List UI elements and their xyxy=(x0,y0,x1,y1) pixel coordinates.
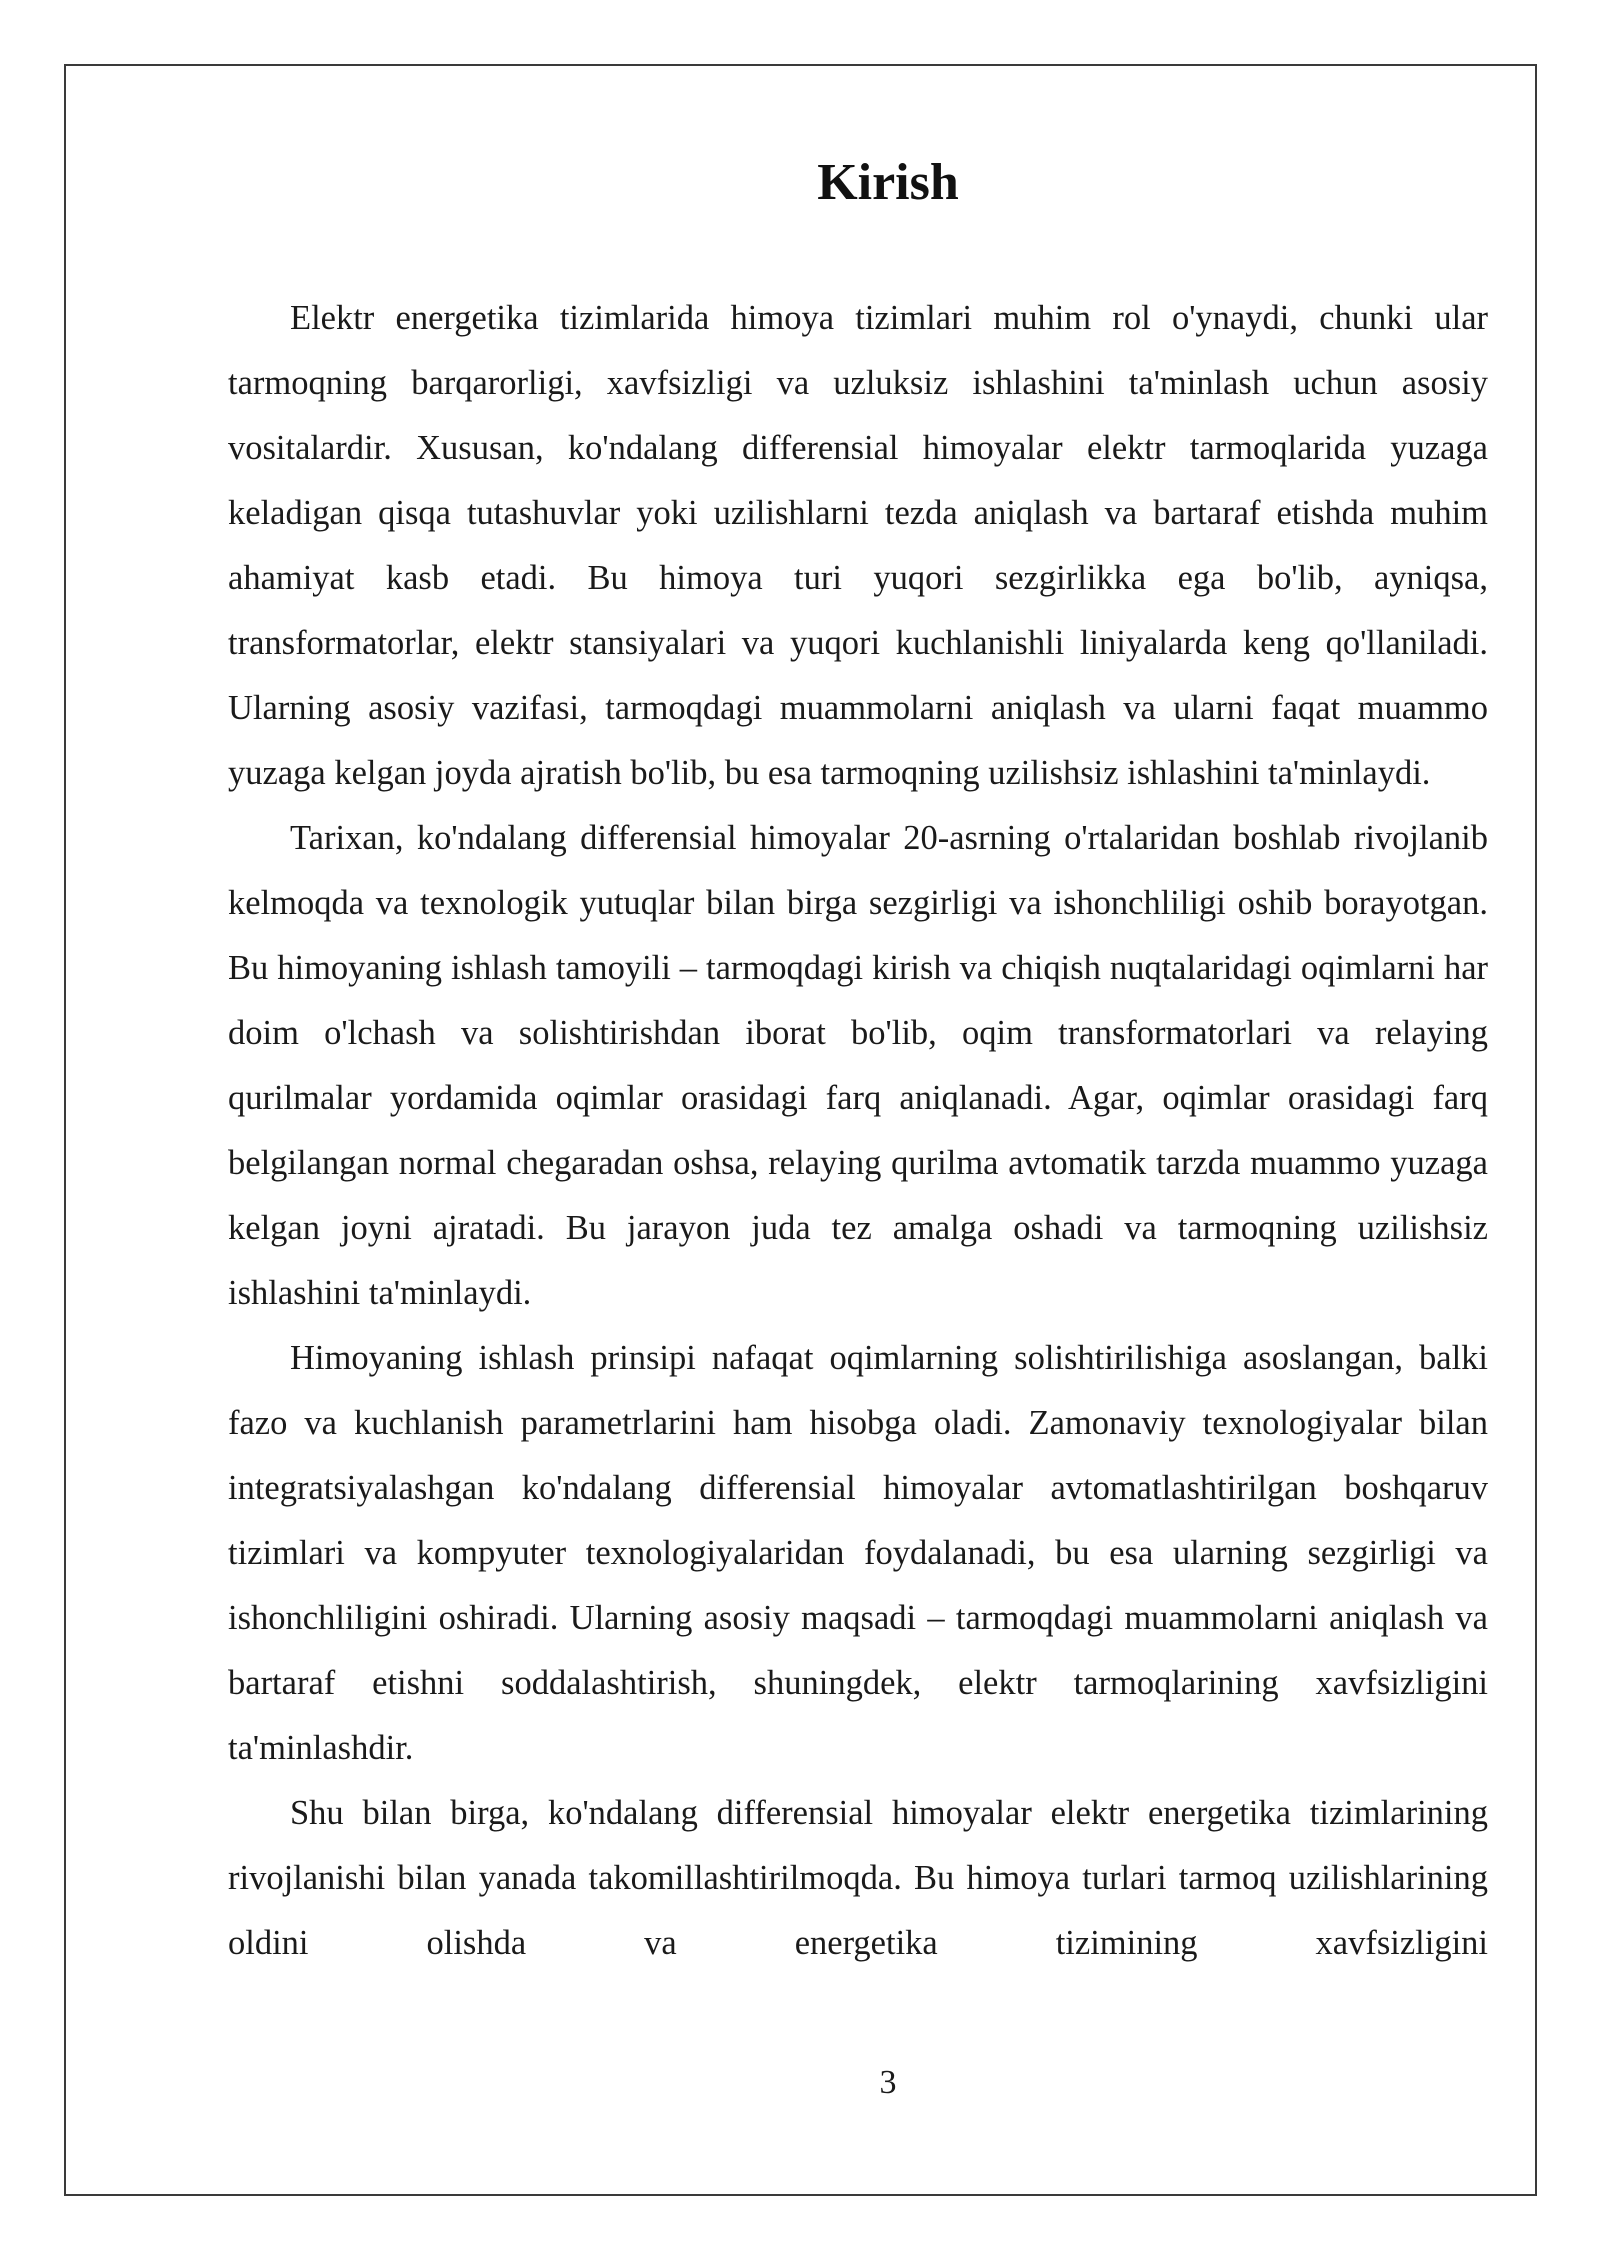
page-title: Kirish xyxy=(817,154,959,211)
paragraph-1: Elektr energetika tizimlarida himoya tizimlari muhim rol o'ynaydi, chunki ular tarmoqning barqarorligi, xavfsizligi va uzluksiz ishlashini ta'minlash uchun asosiy vositalardir. Xususan, ko'ndalang differensial himoyalar elektr tarmoqlarida yuzaga keladigan qisqa tutashuvlar yoki uzilishlarni tezda aniqlash va bartaraf etishda muhim ahamiyat kasb etadi. Bu himoya turi yuqori sezgirlikka ega bo'lib, ayniqsa, transformatorlar, elektr stansiyalari va yuqori kuchlanishli liniyalarda keng qo'llaniladi. Ularning asosiy vazifasi, tarmoqdagi muammolarni aniqlash va ularni faqat muammo yuzaga kelgan joyda ajratish bo'lib, bu esa tarmoqning uzilishsiz ishlashini ta'minlaydi. xyxy=(228,299,1488,792)
page-number: 3 xyxy=(879,2064,897,2101)
document-body xyxy=(228,286,1488,1976)
paragraph-4: Shu bilan birga, ko'ndalang differensial himoyalar elektr energetika tizimlarining rivojlanishi bilan yanada takomillashtirilmoqda. Bu himoya turlari tarmoq uzilishlarining oldini olishda va energetika tizimining xavfsizligini xyxy=(228,1794,1488,1962)
paragraph-3: Himoyaning ishlash prinsipi nafaqat oqimlarning solishtirilishiga asoslangan, balki fazo va kuchlanish parametrlarini ham hisobga oladi. Zamonaviy texnologiyalar bilan integratsiyalashgan ko'ndalang differensial himoyalar avtomatlashtirilgan boshqaruv tizimlari va kompyuter texnologiyalaridan foydalanadi, bu esa ularning sezgirligi va ishonchliligini oshiradi. Ularning asosiy maqsadi – tarmoqdagi muammolarni aniqlash va bartaraf etishni soddalashtirish, shuningdek, elektr tarmoqlarining xavfsizligini ta'minlashdir. xyxy=(228,1339,1488,1767)
paragraph-2: Tarixan, ko'ndalang differensial himoyalar 20-asrning o'rtalaridan boshlab rivojlanib kelmoqda va texnologik yutuqlar bilan birga sezgirligi va ishonchliligi oshib borayotgan. Bu himoyaning ishlash tamoyili – tarmoqdagi kirish va chiqish nuqtalaridagi oqimlarni har doim o'lchash va solishtirishdan iborat bo'lib, oqim transformatorlari va relaying qurilmalar yordamida oqimlar orasidagi farq aniqlanadi. Agar, oqimlar orasidagi farq belgilangan normal chegaradan oshsa, relaying qurilma avtomatik tarzda muammo yuzaga kelgan joyni ajratadi. Bu jarayon juda tez amalga oshadi va tarmoqning uzilishsiz ishlashini ta'minlaydi. xyxy=(228,819,1488,1312)
